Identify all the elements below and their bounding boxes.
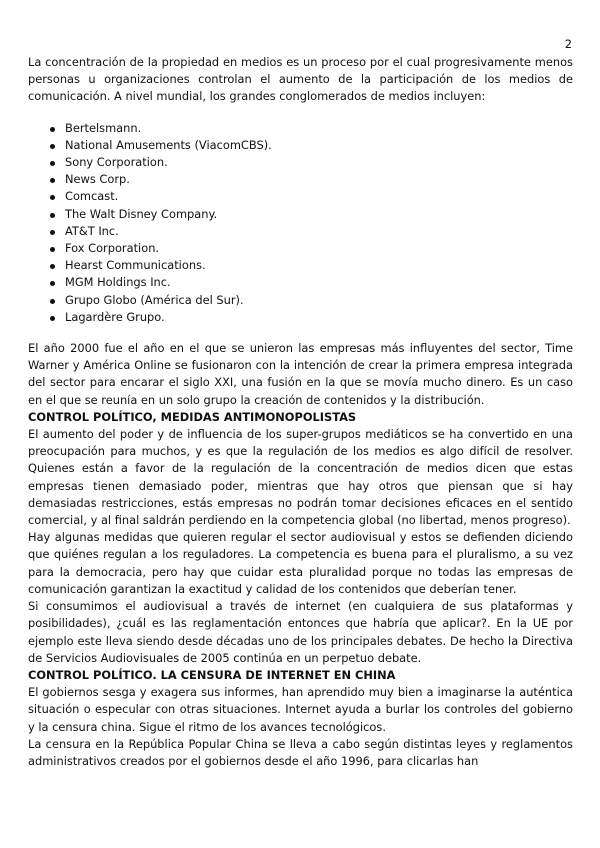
list-item: Hearst Communications. bbox=[50, 257, 573, 274]
list-item: Comcast. bbox=[50, 188, 573, 205]
list-item: Bertelsmann. bbox=[50, 120, 573, 137]
page-number: 2 bbox=[564, 37, 572, 51]
list-item: Grupo Globo (América del Sur). bbox=[50, 292, 573, 309]
conglomerates-list bbox=[28, 120, 573, 326]
paragraph: Si consumimos el audiovisual a través de internet (en cualquiera de sus plataformas y posibilidades), ¿cuál es las reglamentación entonces que habría que aplicar?. En la UE por ejemplo este lleva siendo desde décadas uno de los principales debates. De hecho la Directiva de Servicios Audiovisuales de 2005 continúa en un perpetuo debate. bbox=[28, 599, 573, 665]
list-item: Sony Corporation. bbox=[50, 154, 573, 171]
paragraph: El aumento del poder y de influencia de los super-grupos mediáticos se ha convertido en una preocupación para muchos, y es que la regulación de los medios es algo difícil de resolver. Quienes están a favor de la regulación de la concentración de medios dicen que estas empresas tienen demasiado poder, mientras que hay otros que piensan que si hay demasiadas restricciones, estás empresas no podrán tomar decisiones eficaces en el sentido comercial, y al final saldrán perdiendo en la competencia global (no libertad, menos progreso). bbox=[28, 427, 573, 528]
list-item: MGM Holdings Inc. bbox=[50, 274, 573, 291]
list-item: News Corp. bbox=[50, 171, 573, 188]
list-item: Lagardère Grupo. bbox=[50, 309, 573, 326]
document-body bbox=[28, 54, 573, 770]
list-item: Fox Corporation. bbox=[50, 240, 573, 257]
paragraph: Hay algunas medidas que quieren regular el sector audiovisual y estos se defienden diciendo que quiénes regulan a los reguladores. La competencia es buena para el pluralismo, a su vez para la democracia, pero hay que cuidar esta pluralidad porque no todas las empresas de comunicación garantizan la exactitud y calidad de los contenidos que deberían tener. bbox=[28, 530, 573, 596]
list-item: National Amusements (ViacomCBS). bbox=[50, 137, 573, 154]
section-heading-antimonopoly: CONTROL POLÍTICO, MEDIDAS ANTIMONOPOLISTAS bbox=[28, 409, 357, 424]
list-item: AT&T Inc. bbox=[50, 223, 573, 240]
paragraph: El gobiernos sesga y exagera sus informes, han aprendido muy bien a imaginarse la auténtica situación o especular con otras situaciones. Internet ayuda a burlar los controles del gobierno y la censura china. Sigue el ritmo de los avances tecnológicos. bbox=[28, 685, 573, 734]
list-item: The Walt Disney Company. bbox=[50, 206, 573, 223]
paragraph: La censura en la República Popular China se lleva a cabo según distintas leyes y reglamentos administrativos creados por el gobiernos desde el año 1996, para clicarlas han bbox=[28, 736, 573, 768]
merger-paragraph: El año 2000 fue el año en el que se unieron las empresas más influyentes del sector, Time Warner y América Online se fusionaron con la intención de crear la primera empresa integrada del sector para encarar el siglo XXI, una fusión en la que se movía mucho dinero. Es un caso en el que se reunía en un solo grupo la creación de contenidos y la distribución. bbox=[28, 341, 573, 407]
intro-paragraph: La concentración de la propiedad en medios es un proceso por el cual progresivamente menos personas u organizaciones controlan el aumento de la participación de los medios de comunicación. A nivel mundial, los grandes conglomerados de medios incluyen: bbox=[28, 55, 573, 104]
section-heading-china-censorship: CONTROL POLÍTICO. LA CENSURA DE INTERNET EN CHINA bbox=[28, 667, 396, 682]
